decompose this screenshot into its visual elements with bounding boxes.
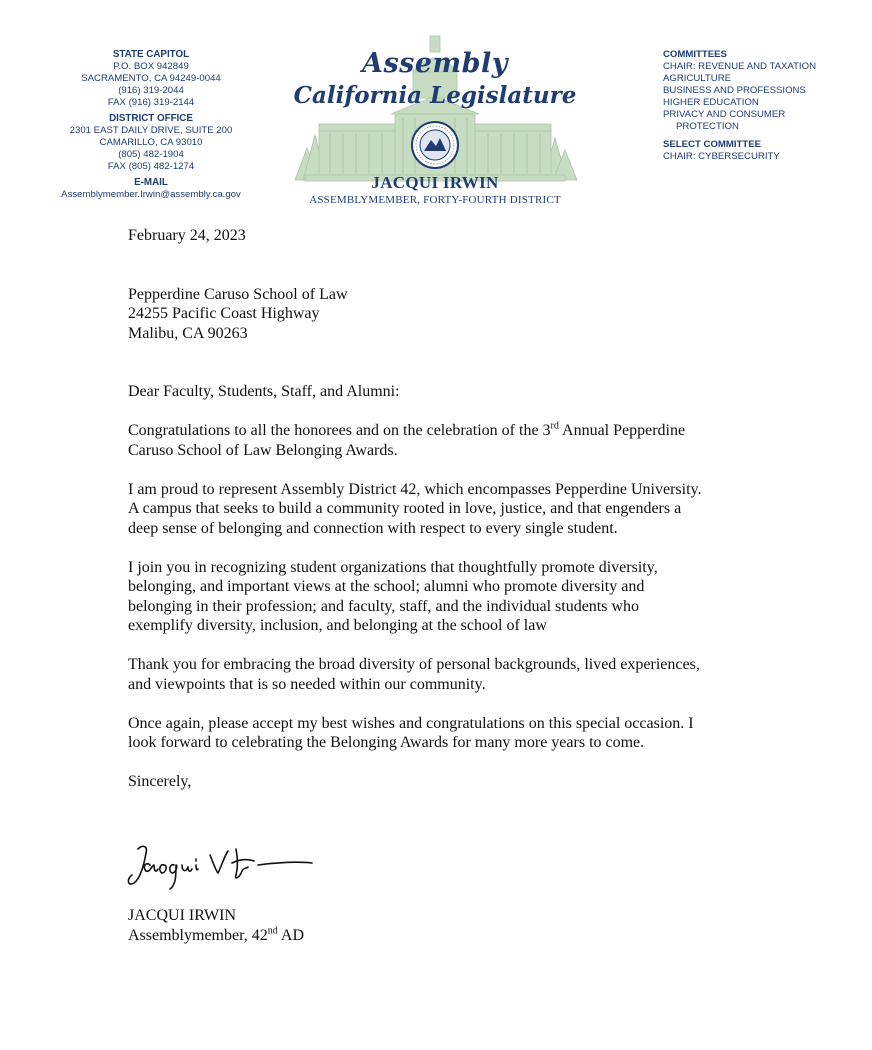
select-committee-item: CHAIR: CYBERSECURITY: [663, 151, 780, 162]
contact-line: (805) 482-1904: [118, 149, 184, 160]
signer-name: JACQUI IRWIN: [128, 907, 236, 924]
letterhead-title: ASSEMBLYMEMBER, FORTY-FOURTH DISTRICT: [309, 194, 561, 206]
committee-item: BUSINESS AND PROFESSIONS: [663, 85, 806, 96]
letterhead-name: JACQUI IRWIN: [371, 173, 499, 192]
contact-line: (916) 319-2044: [118, 85, 184, 96]
paragraph-line: Once again, please accept my best wishes and congratulations on this special occasion. I: [128, 714, 694, 732]
letter-date: February 24, 2023: [128, 227, 246, 244]
contact-line: CAMARILLO, CA 93010: [99, 137, 203, 148]
contact-heading: DISTRICT OFFICE: [109, 113, 193, 124]
paragraph-line: I join you in recognizing student organizations that thoughtfully promote diversity,: [128, 558, 658, 576]
committees-block: [663, 49, 868, 163]
paragraph-line: belonging, and important views at the school; alumni who promote diversity and: [128, 578, 645, 595]
paragraph: [128, 558, 768, 636]
recipient-line: 24255 Pacific Coast Highway: [128, 305, 320, 322]
recipient-line: Pepperdine Caruso School of Law: [128, 285, 348, 303]
contact-line: P.O. BOX 942849: [113, 61, 189, 72]
committee-item: AGRICULTURE: [663, 73, 732, 84]
text-run: Assemblymember, 42: [128, 926, 268, 944]
committee-item: HIGHER EDUCATION: [663, 97, 759, 108]
select-committee-heading: SELECT COMMITTEE: [663, 139, 762, 150]
paragraph-line: exemplify diversity, inclusion, and belonging at the school of law: [128, 617, 547, 634]
contact-heading: E-MAIL: [134, 177, 168, 188]
letterhead-legislature: California Legislature: [293, 82, 577, 109]
paragraph-line: I am proud to represent Assembly District 42, which encompasses Pepperdine University.: [128, 480, 702, 498]
state-seal-icon: [412, 122, 458, 168]
paragraph-line: A campus that seeks to build a community rooted in love, justice, and that engenders a: [128, 500, 682, 517]
paragraph-line: deep sense of belonging and connection with respect to every single student.: [128, 519, 618, 537]
paragraph-line: [128, 421, 768, 441]
signer-title: [128, 926, 304, 946]
paragraph-line: Caruso School of Law Belonging Awards.: [128, 441, 398, 459]
paragraph: [128, 421, 768, 460]
committee-item: PRIVACY AND CONSUMER: [663, 109, 786, 120]
contact-line: FAX (805) 482-1274: [107, 161, 195, 172]
signature-icon: [124, 835, 324, 895]
paragraph-line: and viewpoints that is so needed within our community.: [128, 675, 486, 693]
letterhead-assembly: Assembly: [362, 48, 508, 79]
contact-line: 2301 EAST DAILY DRIVE, SUITE 200: [69, 125, 233, 136]
signature-block: [128, 906, 304, 945]
text-run: Congratulations to all the honorees and on the celebration of the 3: [128, 422, 551, 439]
paragraph: [128, 480, 768, 539]
superscript: nd: [267, 925, 278, 937]
superscript: rd: [550, 420, 559, 432]
text-run: AD: [277, 926, 305, 944]
contact-line: FAX (916) 319-2144: [107, 97, 195, 108]
paragraph: [128, 714, 768, 753]
letterhead-seal: [285, 30, 585, 215]
paragraph-line: belonging in their profession; and faculty, staff, and the individual students who: [128, 597, 640, 615]
recipient-address: [128, 285, 768, 344]
contact-block: [46, 49, 256, 201]
contact-line: SACRAMENTO, CA 94249-0044: [81, 73, 221, 84]
contact-heading: STATE CAPITOL: [112, 49, 190, 60]
salutation: Dear Faculty, Students, Staff, and Alumni:: [128, 383, 400, 400]
contact-email: Assemblymember.Irwin@assembly.ca.gov: [61, 189, 241, 200]
committees-heading: COMMITTEES: [663, 49, 727, 60]
closing: Sincerely,: [128, 773, 192, 790]
committee-item: PROTECTION: [676, 121, 739, 132]
paragraph: [128, 655, 768, 694]
recipient-line: Malibu, CA 90263: [128, 324, 248, 342]
paragraph-line: Thank you for embracing the broad diversity of personal backgrounds, lived experiences,: [128, 656, 700, 673]
paragraph-line: look forward to celebrating the Belonging Awards for many more years to come.: [128, 734, 645, 751]
text-run: Annual Pepperdine: [558, 422, 686, 439]
letter-body: [128, 226, 768, 792]
committee-item: CHAIR: REVENUE AND TAXATION: [663, 61, 816, 72]
